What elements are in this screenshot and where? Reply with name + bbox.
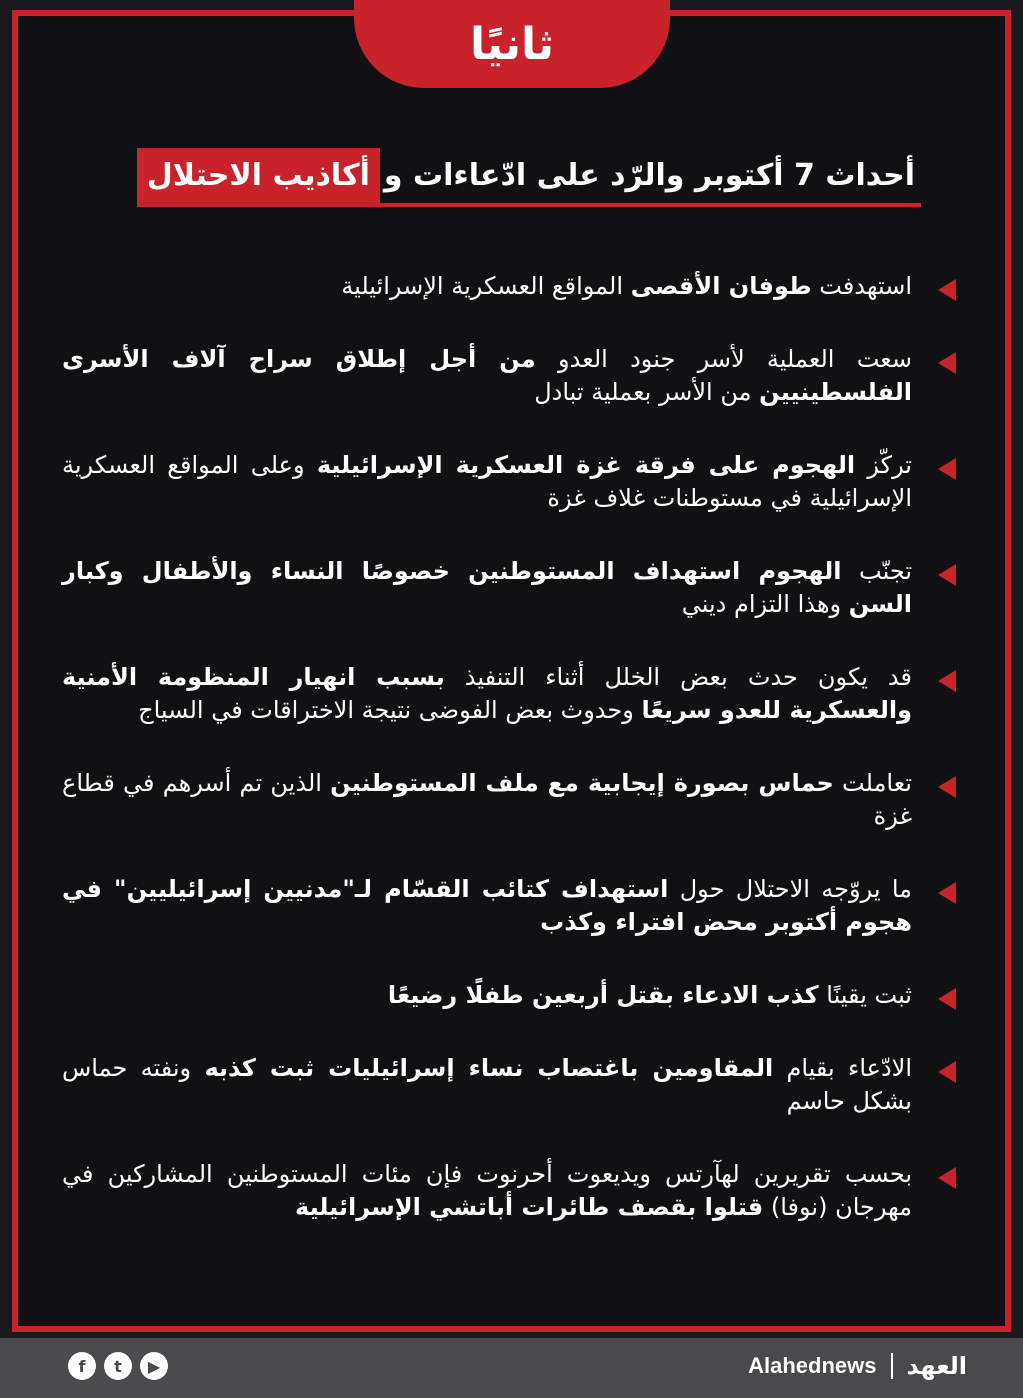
bullet-arrow-icon xyxy=(938,670,956,692)
list-item xyxy=(62,661,960,727)
list-item-bold-text: كذب الادعاء بقتل أربعين طفلًا رضيعًا xyxy=(387,981,819,1009)
footer-bar xyxy=(0,1338,1023,1398)
list-item xyxy=(62,767,960,833)
youtube-icon[interactable]: ▶ xyxy=(140,1352,168,1380)
brand xyxy=(748,1352,967,1380)
list-item-bold-text: المقاومين باغتصاب نساء إسرائيليات ثبت كذبه xyxy=(204,1054,774,1082)
list-item-text: قد يكون حدث بعض الخلل أثناء التنفيذ xyxy=(444,663,912,691)
section-tab xyxy=(354,0,670,88)
list-item-text: ونفته حماس بشكل حاسم xyxy=(62,1054,912,1115)
brand-logo-ar: العهد xyxy=(906,1352,967,1380)
list-item xyxy=(62,873,960,939)
list-item-text: ما يروّجه الاحتلال حول xyxy=(668,875,913,903)
list-item-text: سعت العملية لأسر جنود العدو xyxy=(535,345,912,373)
list-item-text: بحسب تقريرين لهآرتس ويديعوت أحرنوت فإن مئات المستوطنين المشاركين في مهرجان (نوفا) xyxy=(62,1160,912,1221)
list-item-text: استهدفت xyxy=(811,272,912,300)
list-item-bold-text: حماس بصورة إيجابية مع ملف المستوطنين xyxy=(330,769,834,797)
list-item-bold-text: من أجل إطلاق سراح آلاف الأسرى الفلسطينيين xyxy=(62,345,912,406)
list-item-text: الذين تم أسرهم في قطاع غزة xyxy=(62,769,912,830)
list-item xyxy=(62,1158,960,1224)
list-item-text: وعلى المواقع العسكرية الإسرائيلية في مستوطنات غلاف غزة xyxy=(62,451,912,512)
twitter-icon[interactable]: t xyxy=(104,1352,132,1380)
page-title xyxy=(137,148,921,207)
brand-name-en: Alahednews xyxy=(748,1353,877,1378)
list-item xyxy=(62,343,960,409)
bullet-arrow-icon xyxy=(938,352,956,374)
list-item xyxy=(62,270,960,303)
list-item xyxy=(62,555,960,621)
list-item-bold-text: الهجوم استهداف المستوطنين خصوصًا النساء والأطفال وكبار السن xyxy=(62,557,912,618)
section-tab-label: ثانيًا xyxy=(469,18,555,70)
list-item-text: وحدوث بعض الفوضى نتيجة الاختراقات في السياج xyxy=(138,696,642,724)
bullet-arrow-icon xyxy=(938,564,956,586)
list-item-text: ثبت يقينًا xyxy=(818,981,912,1009)
list-item-text: الادّعاء بقيام xyxy=(773,1054,912,1082)
list-item-bold-text: استهداف كتائب القسّام لـ"مدنيين إسرائيليين" في هجوم أكتوبر محض افتراء وكذب xyxy=(62,875,912,936)
list-item-bold-text: الهجوم على فرقة غزة العسكرية الإسرائيلية xyxy=(316,451,856,479)
bullet-arrow-icon xyxy=(938,882,956,904)
bullet-arrow-icon xyxy=(938,1061,956,1083)
list-item-text: تعاملت xyxy=(833,769,912,797)
page-title-highlight: أكاذيب الاحتلال xyxy=(137,148,380,203)
bullet-arrow-icon xyxy=(938,988,956,1010)
bullet-arrow-icon xyxy=(938,458,956,480)
list-item-bold-text: قتلوا بقصف طائرات أباتشي الإسرائيلية xyxy=(295,1193,764,1221)
facebook-icon[interactable]: f xyxy=(68,1352,96,1380)
list-item xyxy=(62,449,960,515)
list-item-text: تركّز xyxy=(855,451,912,479)
list-item-text: من الأسر بعملية تبادل xyxy=(534,378,760,406)
social-links xyxy=(68,1352,168,1380)
list-item xyxy=(62,1052,960,1118)
page-title-text: أحداث 7 أكتوبر والرّد على ادّعاءات و xyxy=(383,158,915,193)
bullet-arrow-icon xyxy=(938,776,956,798)
list-item xyxy=(62,979,960,1012)
claims-list xyxy=(62,270,960,1264)
bullet-arrow-icon xyxy=(938,279,956,301)
brand-separator xyxy=(891,1353,893,1379)
list-item-text: المواقع العسكرية الإسرائيلية xyxy=(341,272,631,300)
list-item-bold-text: بسبب انهيار المنظومة الأمنية والعسكرية للعدو سريعًا xyxy=(62,663,912,724)
list-item-text: تجنّب xyxy=(841,557,913,585)
bullet-arrow-icon xyxy=(938,1167,956,1189)
list-item-text: وهذا التزام ديني xyxy=(681,590,849,618)
list-item-bold-text: طوفان الأقصى xyxy=(630,272,812,300)
